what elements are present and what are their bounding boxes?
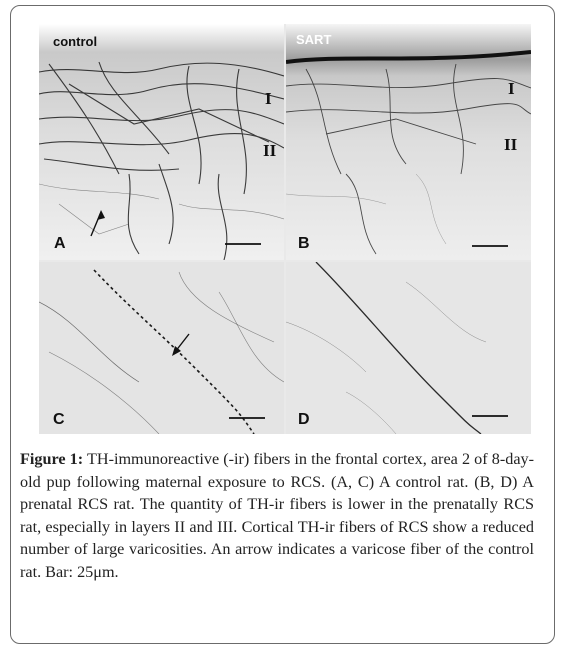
panel-a-condition: control (53, 34, 98, 49)
figure-caption (20, 448, 534, 584)
panel-b-layer-i: I (508, 79, 515, 98)
panel-a-letter: A (54, 235, 66, 252)
panel-b-layer-ii: II (504, 135, 518, 154)
caption-label: Figure 1: (20, 450, 84, 468)
panel-c-control (39, 262, 284, 434)
caption-text: TH-immunoreactive (-ir) fibers in the frontal cortex, area 2 of 8-day-old pup following maternal exposure to RCS. (A, C) A control rat. (B, D) A prenatal RCS rat. The quantity of TH-ir fibers is lower in the prenatally RCS rat, especially in layers II and III. Cortical TH-ir fibers of RCS show a reduced number of large varicosities. An arrow indicates a varicose fiber of the control rat. Bar: 25μm. (20, 450, 534, 581)
panel-b-sart (286, 24, 531, 260)
panel-b-condition: SART (296, 32, 332, 47)
panel-b-letter: B (298, 235, 310, 252)
micrograph-figure (39, 24, 531, 434)
panel-d-letter: D (298, 411, 310, 428)
panel-a-layer-i: I (265, 89, 272, 108)
panel-d-sart (286, 262, 531, 434)
panel-a-layer-ii: II (263, 141, 277, 160)
panel-c-letter: C (53, 411, 65, 428)
panel-a-control (39, 24, 284, 260)
